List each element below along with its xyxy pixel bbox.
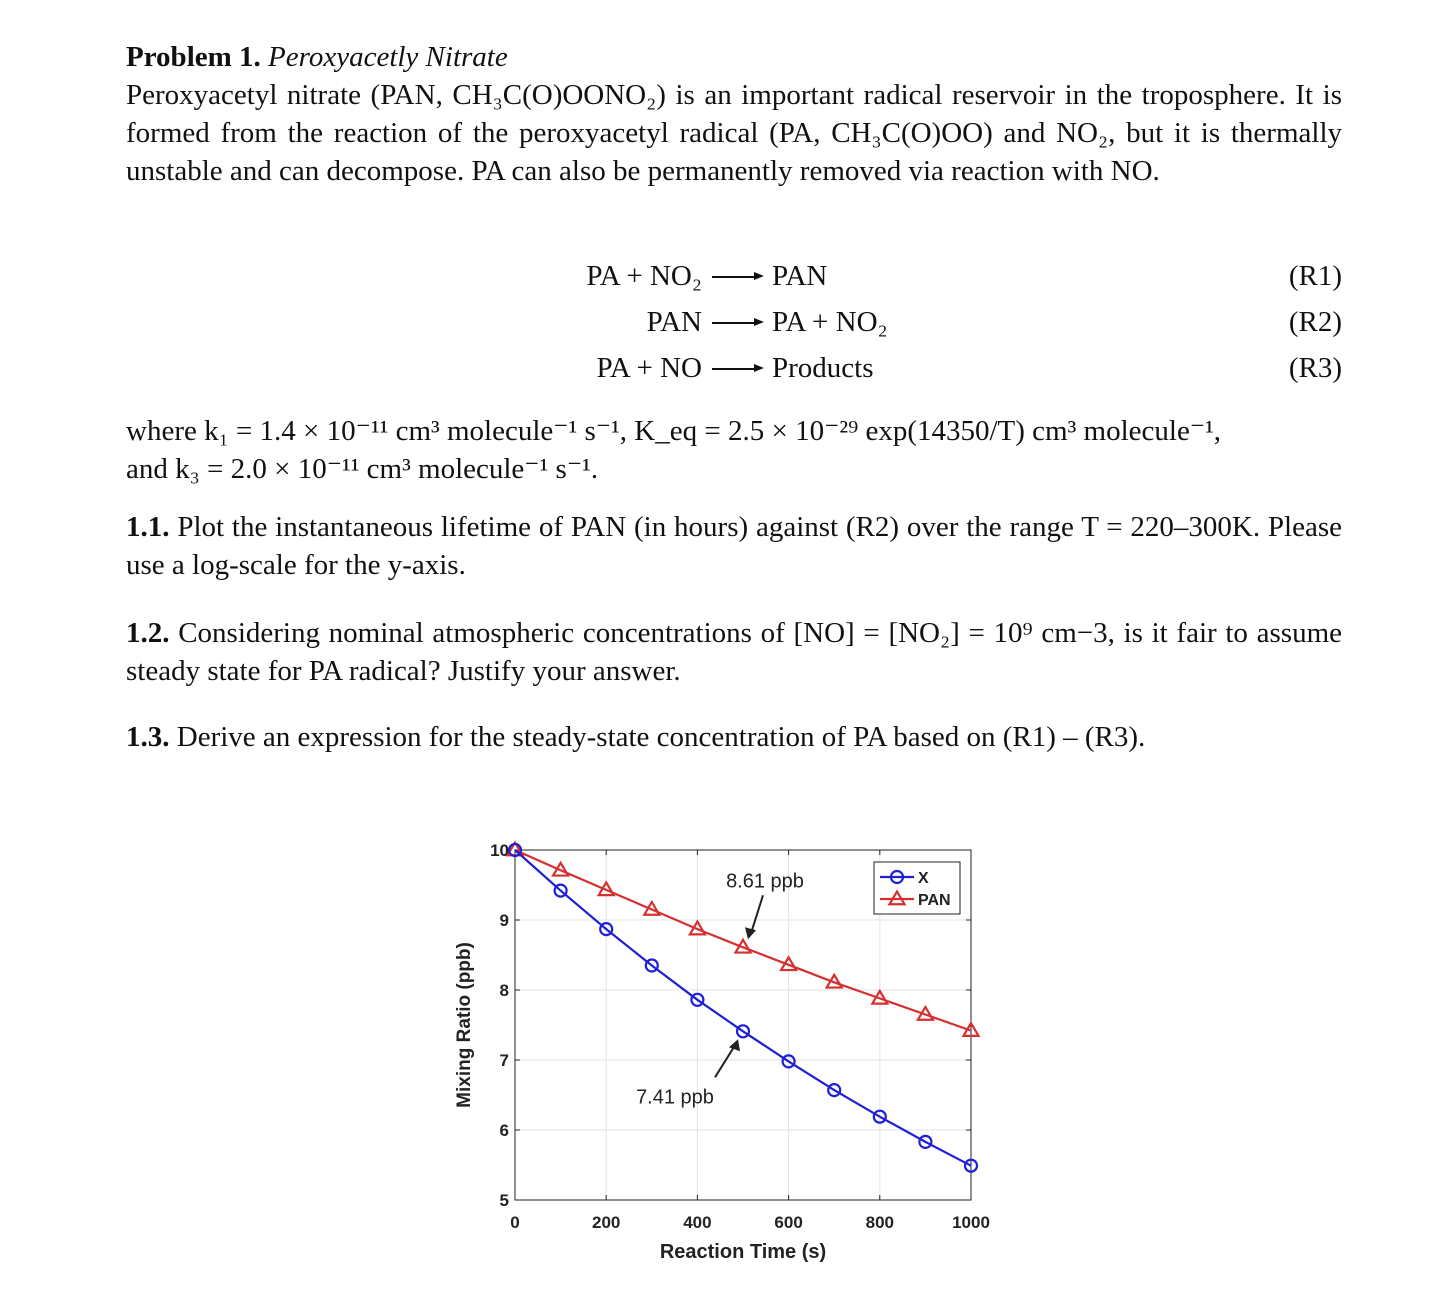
question-1-1 <box>126 508 1342 584</box>
legend-label-x: X <box>918 870 929 887</box>
problem-intro: Peroxyacetyl nitrate (PAN, CH₃C(O)OONO₂) is an important radical reservoir in the troposphere. It is formed from the reaction of the peroxyacetyl radical (PA, CH₃C(O)OO) and NO₂, but it is thermally unstable and can decompose. PA can also be permanently removed via reaction with NO. <box>126 79 1342 187</box>
y-tick-label: 5 <box>499 1191 509 1210</box>
question-text: Derive an expression for the steady-state concentration of PA based on (R1) – (R3). <box>176 721 1146 753</box>
mixing-ratio-chart <box>440 830 1020 1270</box>
reaction-label: (R2) <box>1288 306 1342 338</box>
x-tick-label: 400 <box>683 1213 712 1232</box>
y-axis-label: Mixing Ratio (ppb) <box>454 942 475 1108</box>
x-tick-label: 0 <box>510 1213 520 1232</box>
question-text: Plot the instantaneous lifetime of PAN (in hours) against (R2) over the range T = 220–300K. Please use a log-scale for the y-axis. <box>126 511 1343 581</box>
annotation-label-x: 7.41 ppb <box>636 1086 714 1109</box>
x-tick-label: 1000 <box>952 1213 990 1232</box>
annotation-arrow-x <box>715 1045 735 1077</box>
chart-svg <box>440 830 1020 1270</box>
y-tick-label: 8 <box>499 981 509 1000</box>
y-tick-label: 6 <box>499 1121 509 1140</box>
problem-heading <box>126 38 1342 76</box>
annotation-arrowhead-x <box>729 1039 740 1051</box>
annotation-arrowhead-pan <box>745 927 756 939</box>
annotation-label-pan: 8.61 ppb <box>726 870 804 893</box>
legend-label-pan: PAN <box>918 892 951 909</box>
reaction-label: (R3) <box>1288 352 1342 384</box>
reaction-lhs: PAN <box>646 306 702 338</box>
reaction-r3 <box>126 348 1342 388</box>
question-1-2 <box>126 614 1342 690</box>
reaction-lhs: PA + NO <box>596 352 702 384</box>
question-number: 1.3. <box>126 721 170 753</box>
reaction-rhs: Products <box>772 352 874 384</box>
x-tick-label: 200 <box>592 1213 621 1232</box>
question-number: 1.1. <box>126 511 170 543</box>
problem-label: Problem 1. <box>126 41 261 73</box>
reaction-rhs: PAN <box>772 260 828 292</box>
question-1-3 <box>126 718 1342 756</box>
reaction-rhs: PA + NO₂ <box>772 306 888 338</box>
reaction-r2 <box>126 302 1342 342</box>
problem-title: Peroxyacetly Nitrate <box>268 41 508 73</box>
chart-annotations <box>636 870 804 1108</box>
y-tick-label: 10 <box>490 841 509 860</box>
x-tick-label: 600 <box>774 1213 803 1232</box>
rate-constants <box>126 412 1342 488</box>
reaction-label: (R1) <box>1288 260 1342 292</box>
chart-legend <box>874 862 960 914</box>
annotation-arrow-pan <box>751 895 763 933</box>
x-tick-label: 800 <box>865 1213 894 1232</box>
rate-constants-line-1: where k₁ = 1.4 × 10⁻¹¹ cm³ molecule⁻¹ s⁻¹, K_eq = 2.5 × 10⁻²⁹ exp(14350/T) cm³ molecule⁻¹, <box>126 415 1222 447</box>
question-number: 1.2. <box>126 617 170 649</box>
reaction-lhs: PA + NO₂ <box>586 260 702 292</box>
rate-constants-line-2: and k₃ = 2.0 × 10⁻¹¹ cm³ molecule⁻¹ s⁻¹. <box>126 453 599 485</box>
reaction-r1 <box>126 256 1342 296</box>
y-tick-label: 7 <box>499 1051 509 1070</box>
question-text: Considering nominal atmospheric concentrations of [NO] = [NO₂] = 10⁹ cm−3, is it fair to assume steady state for PA radical? Justify your answer. <box>126 617 1343 687</box>
problem-document <box>126 38 1343 753</box>
y-tick-label: 9 <box>499 911 509 930</box>
x-axis-label: Reaction Time (s) <box>659 1241 827 1263</box>
